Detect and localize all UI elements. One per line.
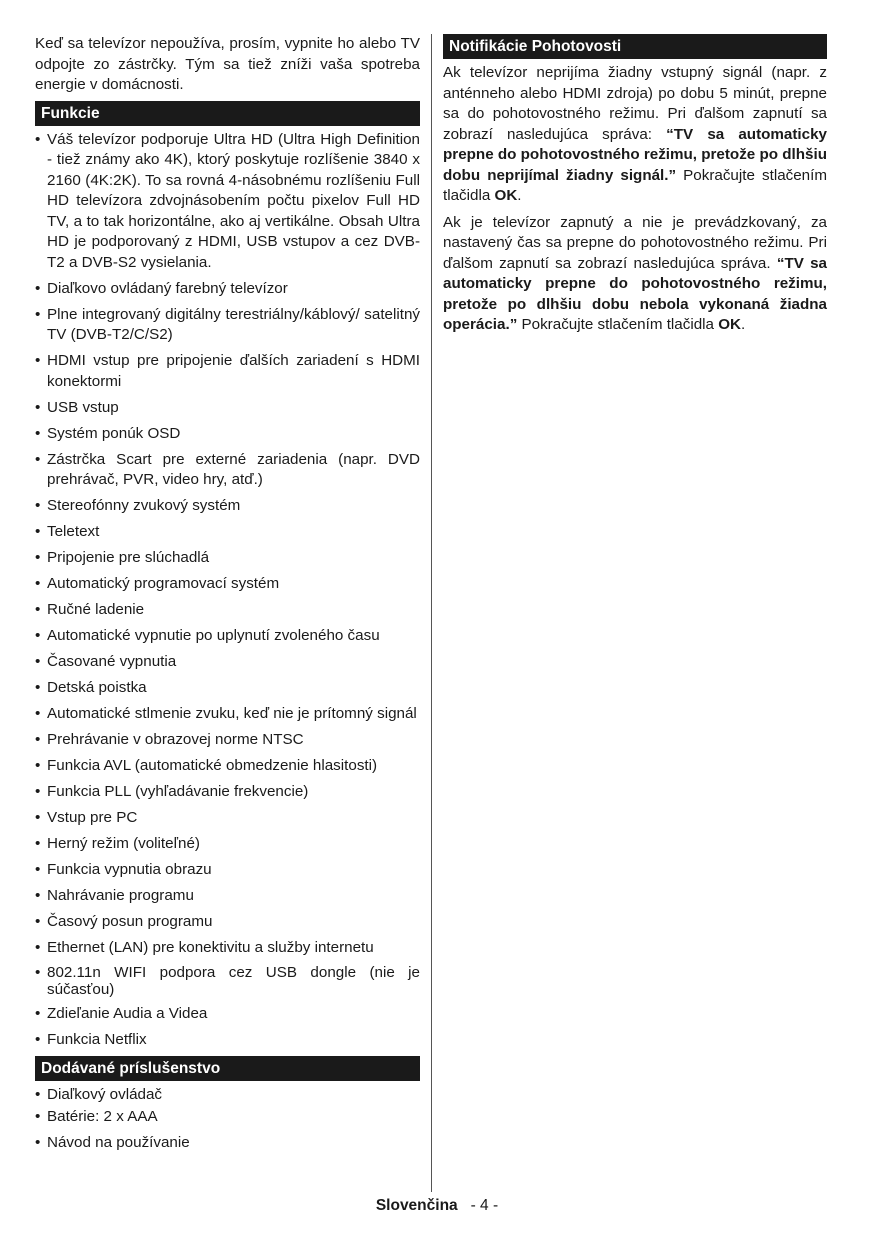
list-item: • Prehrávanie v obrazovej norme NTSC [35, 730, 420, 751]
column-divider [431, 34, 432, 1192]
accessories-list [35, 1085, 420, 1154]
features-list [35, 130, 420, 1051]
list-item: • Funkcia Netflix [35, 1030, 420, 1051]
list-item: • Zástrčka Scart pre externé zariadenia (napr. DVD prehrávač, PVR, video hry, atď.) [35, 450, 420, 491]
list-item: • Detská poistka [35, 678, 420, 699]
list-item: • Pripojenie pre slúchadlá [35, 548, 420, 569]
left-column [35, 34, 420, 1155]
accessories-heading: Dodávané príslušenstvo [35, 1056, 420, 1081]
list-item: • Ručné ladenie [35, 600, 420, 621]
ok-key-label: OK [494, 187, 518, 204]
paragraph-text: Pokračujte stlačením tlačidla [443, 166, 828, 204]
standby-paragraph-no-signal [443, 63, 827, 207]
page-number: - 4 - [470, 1197, 499, 1214]
list-item: • Nahrávanie programu [35, 886, 420, 907]
ok-key-label: OK [718, 316, 741, 333]
right-column [443, 34, 827, 342]
list-item: • Teletext [35, 522, 420, 543]
list-item: • Funkcia AVL (automatické obmedzenie hlasitosti) [35, 756, 420, 777]
list-item: • Vstup pre PC [35, 808, 420, 829]
paragraph-text: . [517, 187, 522, 204]
list-item: • Automatické vypnutie po uplynutí zvoleného času [35, 626, 420, 647]
list-item: • Diaľkovo ovládaný farebný televízor [35, 279, 420, 300]
list-item: • Časový posun programu [35, 912, 420, 933]
list-item: • USB vstup [35, 398, 420, 419]
intro-paragraph: Keď sa televízor nepoužíva, prosím, vypnite ho alebo TV odpojte zo zástrčky. Tým sa tiež zníži vaša spotreba energie v domácnosti. [35, 35, 420, 93]
paragraph-text: Ak je televízor zapnutý a nie je prevádzkovaný, za nastavený čas sa prepne do pohotovostného režimu. Pri ďalšom zapnutí sa zobrazí nasledujúca správa. [443, 213, 827, 272]
list-item: • Batérie: 2 x AAA [35, 1107, 420, 1128]
list-item: • Systém ponúk OSD [35, 424, 420, 445]
list-item: • Plne integrovaný digitálny terestriálny/káblový/ satelitný TV (DVB-T2/C/S2) [35, 305, 420, 346]
list-item: • Ethernet (LAN) pre konektivitu a služby internetu [35, 938, 420, 959]
standby-message: “TV sa automaticky prepne do pohotovostného režimu, pretože po dlhšiu dobu nebola vykonaná žiadna operácia.” [443, 254, 827, 333]
list-item: • Váš televízor podporuje Ultra HD (Ultra High Definition - tiež známy ako 4K), ktorý poskytuje rozlíšenie 3840 x 2160 (4K:2K). To sa rovná 4-násobnému rozlíšeniu Full HD televízora zdvojnásobením počtu pixelov Full HD TV, a to tak horizontálne, ako aj vertikálne. Obsah Ultra HD je podporovaný z HDMI, USB vstupov a cez DVB-T2 a DVB-S2 vysielania. [35, 130, 420, 274]
footer-language: Slovenčina [375, 1197, 458, 1214]
list-item: • Diaľkový ovládač [35, 1085, 420, 1106]
page-footer [0, 1196, 874, 1216]
standby-message: “TV sa automaticky prepne do pohotovostného režimu, pretože po dlhšiu dobu neprijímal žiadny signál.” [443, 125, 827, 184]
list-item: • Herný režim (voliteľné) [35, 834, 420, 855]
list-item: • Funkcia vypnutia obrazu [35, 860, 420, 881]
list-item: • 802.11n WIFI podpora cez USB dongle (nie je súčasťou) [35, 964, 420, 998]
list-item: • Funkcia PLL (vyhľadávanie frekvencie) [35, 782, 420, 803]
paragraph-text: Ak televízor neprijíma žiadny vstupný signál (napr. z anténneho alebo HDMI zdroja) po dobu 5 minút, prepne sa do pohotovostného režimu. Pri ďalšom zapnutí sa zobrazí nasledujúca správa: [443, 64, 827, 143]
list-item: • HDMI vstup pre pripojenie ďalších zariadení s HDMI konektormi [35, 351, 420, 392]
list-item: • Automatický programovací systém [35, 574, 420, 595]
list-item: • Časované vypnutia [35, 652, 420, 673]
standby-paragraph-no-operation [443, 213, 827, 336]
list-item: • Zdieľanie Audia a Videa [35, 1004, 420, 1025]
paragraph-text: Pokračujte stlačením tlačidla [517, 316, 719, 333]
features-heading: Funkcie [35, 101, 420, 126]
standby-notifications-heading: Notifikácie Pohotovosti [443, 34, 827, 59]
list-item: • Automatické stlmenie zvuku, keď nie je prítomný signál [35, 704, 420, 725]
list-item: • Stereofónny zvukový systém [35, 496, 420, 517]
list-item: • Návod na používanie [35, 1133, 420, 1154]
paragraph-text: . [740, 316, 746, 333]
